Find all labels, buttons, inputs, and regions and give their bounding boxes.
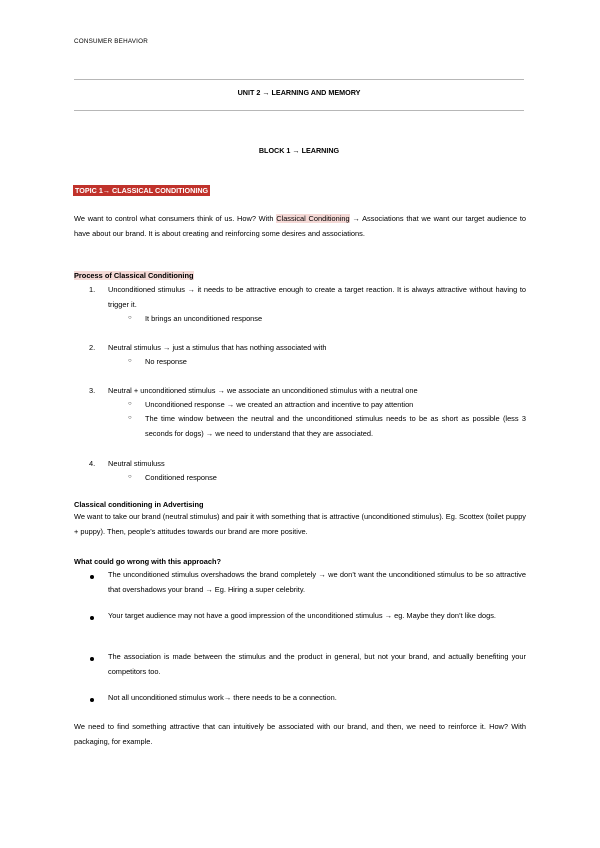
advertising-heading: Classical conditioning in Advertising <box>74 500 204 509</box>
step-number: 2. <box>89 343 96 352</box>
bullet-icon <box>90 616 94 620</box>
divider-top <box>74 79 524 80</box>
block-title: BLOCK 1 → LEARNING <box>258 146 340 155</box>
step-sub-item: Unconditioned response → we created an attraction and incentive to pay attention <box>145 400 414 409</box>
step-number: 1. <box>89 285 96 294</box>
step-text: Neutral stimuluss <box>108 459 165 468</box>
sub-bullet-icon: ○ <box>128 474 132 480</box>
step-text: Neutral stimulus → just a stimulus that has nothing associated with <box>108 343 327 352</box>
step-sub-item: The time window between the neutral and the unconditioned stimulus needs to be as short as possible (less 3 seconds for dogs) → we need to understand that they are associated. <box>145 414 526 438</box>
bullet-item: The association is made between the stimulus and the product in general, but not your brand, and actually benefiting your competitors too. <box>108 652 526 676</box>
closing-paragraph: We need to find something attractive that can intuitively be associated with our brand, and then, we need to reinforce it. How? With packaging, for example. <box>74 722 526 746</box>
step-sub-item: No response <box>145 357 187 366</box>
topic-heading: TOPIC 1→ CLASSICAL CONDITIONING <box>75 186 209 195</box>
sub-bullet-icon: ○ <box>128 415 132 421</box>
step-number: 4. <box>89 459 96 468</box>
step-text: Unconditioned stimulus → it needs to be attractive enough to create a target reaction. It is always attractive without having to trigger it. <box>108 285 526 309</box>
divider-bottom <box>74 110 524 111</box>
process-heading: Process of Classical Conditioning <box>74 271 194 280</box>
step-number: 3. <box>89 386 96 395</box>
step-text: Neutral + unconditioned stimulus → we associate an unconditioned stimulus with a neutral one <box>108 386 418 395</box>
unit-title: UNIT 2 → LEARNING AND MEMORY <box>237 88 361 97</box>
sub-bullet-icon: ○ <box>128 358 132 364</box>
intro-text-1: We want to control what consumers think of us. How? With <box>74 214 277 223</box>
bullet-icon <box>90 698 94 702</box>
bullet-icon <box>90 575 94 579</box>
wrong-heading: What could go wrong with this approach? <box>74 557 221 566</box>
advertising-paragraph: We want to take our brand (neutral stimulus) and pair it with something that is attractive (unconditioned stimulus). Eg. Scottex (toilet puppy + puppy). Then, people’s attitudes towards our brand are more positive. <box>74 512 526 536</box>
step-sub-item: It brings an unconditioned response <box>145 314 263 323</box>
bullet-item: The unconditioned stimulus overshadows the brand completely → we don’t want the unconditioned stimulus to be so attractive that overshadows your brand → Eg. Hiring a super celebrity. <box>108 570 526 594</box>
step-sub-item: Conditioned response <box>145 473 217 482</box>
running-header: CONSUMER BEHAVIOR <box>74 38 148 45</box>
sub-bullet-icon: ○ <box>128 315 132 321</box>
sub-bullet-icon: ○ <box>128 401 132 407</box>
bullet-item: Your target audience may not have a good impression of the unconditioned stimulus → eg. Maybe they don’t like dogs. <box>108 611 496 620</box>
bullet-item: Not all unconditioned stimulus work→ there needs to be a connection. <box>108 693 337 702</box>
intro-highlight: Classical Conditioning <box>276 214 350 223</box>
intro-text-2: → Associations that we want our target audience to have about our brand. It is about creating and reinforcing some desires and associations. <box>74 214 526 238</box>
bullet-icon <box>90 657 94 661</box>
intro-paragraph <box>74 212 526 241</box>
